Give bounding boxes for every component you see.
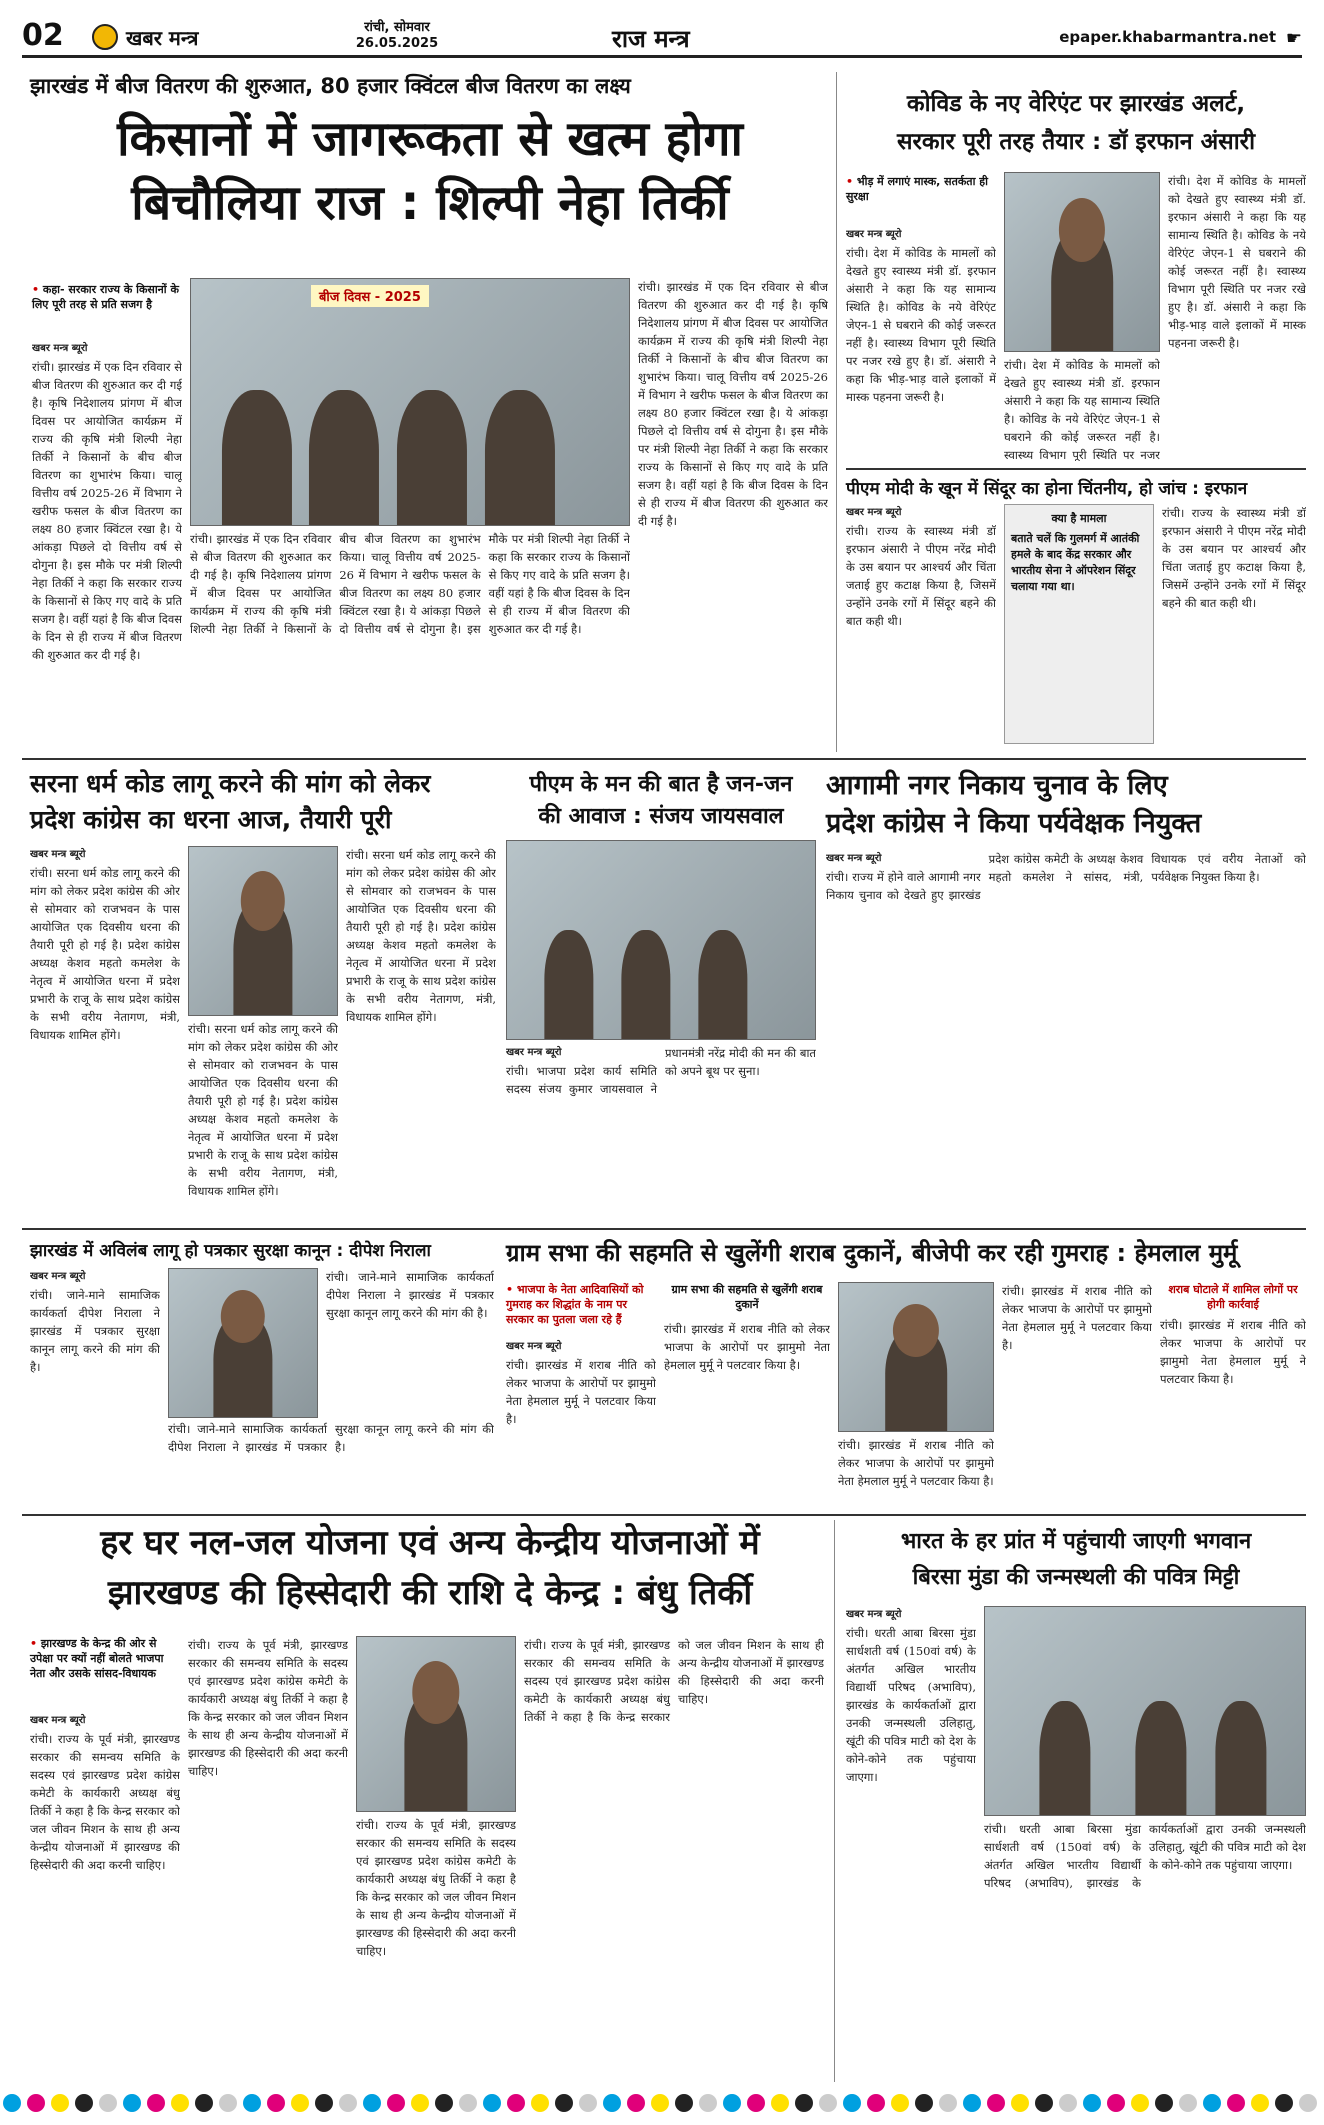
divider — [834, 1520, 835, 2082]
registration-dot — [891, 2094, 909, 2112]
byline: खबर मन्त्र ब्यूरो — [30, 849, 86, 860]
site-url[interactable]: epaper.khabarmantra.net — [1059, 28, 1276, 46]
story5-body — [506, 1044, 816, 1220]
date: 26.05.2025 — [355, 36, 439, 51]
story9-body-col4: रांची। राज्य के पूर्व मंत्री, झारखण्ड सरकार की समन्वय समिति के सदस्य एवं झारखण्ड प्रदेश कांग्रेस कमेटी के कार्यकारी अध्यक्ष बंधु तिर्की ने कहा है कि केन्द्र सरकार को जल जीवन मिशन के साथ ही अन्य केन्द्रीय योजनाओं में झारखण्ड की हिस्सेदारी की अदा करनी चाहिए। — [524, 1638, 824, 1724]
story4-body-col3: रांची। सरना धर्म कोड लागू करने की मांग को लेकर प्रदेश कांग्रेस की ओर से सोमवार को राजभवन के पास आयोजित एक दिवसीय धरना की तैयारी पूरी हो गई है। प्रदेश कांग्रेस अध्यक्ष केशव महतो कमलेश के नेतृत्व में आयोजित धरना में प्रदेश प्रभारी के राजू के साथ प्रदेश कांग्रेस के सभी वरीय नेतागण, मंत्री, विधायक शामिल होंगे। — [346, 848, 496, 1024]
registration-dot — [435, 2094, 453, 2112]
byline: खबर मन्त्र ब्यूरो — [30, 1715, 86, 1726]
story10-text: रांची। धरती आबा बिरसा मुंडा सार्धशती वर्ष (150वां वर्ष) के अंतर्गत अखिल भारतीय विद्यार्थी परिषद (अभाविप), झारखंड के कार्यकर्ताओं द्वारा उनकी जन्मस्थली उलिहातु, खूंटी की पवित्र माटी को देश के कोने-कोने तक पहुंचाया जाएगा। — [846, 1626, 976, 1784]
registration-dot — [579, 2094, 597, 2112]
story10-photo — [984, 1606, 1306, 1816]
registration-dot — [123, 2094, 141, 2112]
story7-text: रांची। जाने-माने सामाजिक कार्यकर्ता दीपेश निराला ने झारखंड में पत्रकार सुरक्षा कानून लागू करने की मांग की है। — [30, 1288, 160, 1374]
registration-dot — [483, 2094, 501, 2112]
registration-dot — [627, 2094, 645, 2112]
registration-dot — [531, 2094, 549, 2112]
registration-dot — [651, 2094, 669, 2112]
story1-body-cont: रांची। झारखंड में एक दिन रविवार से बीज वितरण की शुरुआत कर दी गई है। कृषि निदेशालय प्रांगण में बीज दिवस पर आयोजित कार्यक्रम में राज्य की कृषि मंत्री शिल्पी नेहा तिर्की ने किसानों के बीच बीज वितरण का शुभारंभ किया। चालू वित्तीय वर्ष 2025-26 में विभाग ने खरीफ फसल के बीज वितरण का लक्ष्य 80 हजार क्विंटल रखा है। ये आंकड़ा पिछले दो वित्तीय वर्ष से दोगुना है। इस मौके पर मंत्री शिल्पी नेहा तिर्की ने कहा कि सरकार राज्य के किसानों से किए गए वादे के प्रति सजग है। वहीं यहां है कि बीज दिवस के दिन से ही राज्य में बीज वितरण की शुरुआत कर दी गई है। — [190, 532, 630, 636]
registration-dot — [75, 2094, 93, 2112]
story5-headline-1: पीएम के मन की बात है जन-जन — [529, 772, 793, 797]
registration-dot — [723, 2094, 741, 2112]
story1-kicker: झारखंड में बीज वितरण की शुरुआत, 80 हजार क्विंटल बीज वितरण का लक्ष्य — [30, 74, 631, 98]
divider — [22, 1228, 1306, 1230]
story2-body-col2: रांची। देश में कोविड के मामलों को देखते हुए स्वास्थ्य मंत्री डॉ. इरफान अंसारी ने कहा कि यह सामान्य स्थिति है। कोविड के नये वेरिएंट जेएन-1 से घबराने की कोई जरूरत नहीं है। स्वास्थ्य विभाग पूरी स्थिति पर नजर — [1004, 358, 1160, 461]
story2-text: रांची। देश में कोविड के मामलों को देखते हुए स्वास्थ्य मंत्री डॉ. इरफान अंसारी ने कहा कि यह सामान्य स्थिति है। कोविड के नये वेरिएंट जेएन-1 से घबराने की कोई जरूरत नहीं है। स्वास्थ्य विभाग पूरी स्थिति पर नजर रखे हुए है। डॉ. अंसारी ने कहा कि भीड़-भाड़ वाले इलाकों में मास्क पहनना जरूरी है। — [846, 246, 996, 404]
registration-dot — [1251, 2094, 1269, 2112]
registration-dot — [603, 2094, 621, 2112]
story3-body — [846, 504, 996, 744]
registration-dot — [1275, 2094, 1293, 2112]
story1-callout: • कहा- सरकार राज्य के किसानों के लिए पूरी तरह से प्रति सजग है — [32, 282, 182, 312]
registration-dot — [1179, 2094, 1197, 2112]
story6-headline-2: प्रदेश कांग्रेस ने किया पर्यवेक्षक नियुक्त — [826, 808, 1202, 839]
story8-quote: ग्राम सभा की सहमति से खुलेंगी शराब दुकानें — [671, 1283, 823, 1311]
story8-side-title: शराब घोटाले में शामिल लोगों पर होगी कार्रवाई — [1168, 1283, 1298, 1311]
story5-headline-2: की आवाज : संजय जायसवाल — [538, 804, 784, 829]
brand-name: खबर मन्त्र — [126, 26, 199, 50]
story8-portrait — [838, 1282, 994, 1432]
registration-dot — [219, 2094, 237, 2112]
story10-headline-1: भारत के हर प्रांत में पहुंचायी जाएगी भगवान — [900, 1529, 1252, 1554]
registration-dot — [1131, 2094, 1149, 2112]
registration-dot — [843, 2094, 861, 2112]
print-registration-bar — [0, 2088, 1324, 2118]
registration-dot — [411, 2094, 429, 2112]
registration-dot — [915, 2094, 933, 2112]
story9-body-col3: रांची। राज्य के पूर्व मंत्री, झारखण्ड सरकार की समन्वय समिति के सदस्य एवं झारखण्ड प्रदेश कांग्रेस कमेटी के कार्यकारी अध्यक्ष बंधु तिर्की ने कहा है कि केन्द्र सरकार को जल जीवन मिशन के साथ ही अन्य केन्द्रीय योजनाओं में झारखण्ड की हिस्सेदारी की अदा करनी चाहिए। — [356, 1818, 516, 1958]
story1-body — [32, 340, 182, 725]
story6-headline-1: आगामी नगर निकाय चुनाव के लिए — [826, 770, 1168, 801]
registration-dot — [1035, 2094, 1053, 2112]
story5-text: रांची। भाजपा प्रदेश कार्य समिति सदस्य संजय कुमार जायसवाल ने प्रधानमंत्री नरेंद्र मोदी की मन की बात को अपने बूथ पर सुना। — [506, 1046, 816, 1096]
story8-body-col5: रांची। झारखंड में शराब नीति को लेकर भाजपा के आरोपों पर झामुमो नेता हेमलाल मुर्मू ने पलटवार किया है। — [1160, 1318, 1306, 1386]
story7-body-col3: रांची। जाने-माने सामाजिक कार्यकर्ता दीपेश निराला ने झारखंड में पत्रकार सुरक्षा कानून लागू करने की मांग की है। — [326, 1270, 494, 1320]
story4-headline-2: प्रदेश कांग्रेस का धरना आज, तैयारी पूरी — [30, 805, 392, 834]
story9-body-col2: रांची। राज्य के पूर्व मंत्री, झारखण्ड सरकार की समन्वय समिति के सदस्य एवं झारखण्ड प्रदेश कांग्रेस कमेटी के कार्यकारी अध्यक्ष बंधु तिर्की ने कहा है कि केन्द्र सरकार को जल जीवन मिशन के साथ ही अन्य केन्द्रीय योजनाओं में झारखण्ड की हिस्सेदारी की अदा करनी चाहिए। — [188, 1638, 348, 1778]
story3-box — [1004, 504, 1154, 744]
divider — [836, 72, 837, 752]
registration-dot — [747, 2094, 765, 2112]
story2-kicker-1: कोविड के नए वेरिएंट पर झारखंड अलर्ट, — [906, 91, 1246, 117]
story9-headline-1: हर घर नल-जल योजना एवं अन्य केन्द्रीय योजनाओं में — [100, 1523, 760, 1563]
registration-dot — [795, 2094, 813, 2112]
story8-text: रांची। झारखंड में शराब नीति को लेकर भाजपा के आरोपों पर झामुमो नेता हेमलाल मुर्मू ने पलटवार किया है। — [506, 1358, 656, 1426]
page-number: 02 — [22, 18, 64, 53]
story7-headline: झारखंड में अविलंब लागू हो पत्रकार सुरक्षा कानून : दीपेश निराला — [30, 1241, 431, 1261]
story4-body-col2: रांची। सरना धर्म कोड लागू करने की मांग को लेकर प्रदेश कांग्रेस की ओर से सोमवार को राजभवन के पास आयोजित एक दिवसीय धरना की तैयारी पूरी हो गई है। प्रदेश कांग्रेस अध्यक्ष केशव महतो कमलेश के नेतृत्व में आयोजित धरना में प्रदेश प्रभारी के राजू के साथ प्रदेश कांग्रेस के सभी वरीय नेतागण, मंत्री, विधायक शामिल होंगे। — [188, 1022, 338, 1198]
byline: खबर मन्त्र ब्यूरो — [30, 1271, 86, 1282]
registration-dot — [459, 2094, 477, 2112]
byline: खबर मन्त्र ब्यूरो — [846, 507, 902, 518]
dateline — [342, 20, 452, 52]
story7-body — [30, 1268, 160, 1506]
registration-dot — [315, 2094, 333, 2112]
story2-body — [846, 226, 996, 461]
registration-dot — [99, 2094, 117, 2112]
registration-dot — [699, 2094, 717, 2112]
divider — [846, 468, 1306, 470]
divider — [22, 1514, 1306, 1516]
story1-headline-1: किसानों में जागरूकता से खत्म होगा — [117, 111, 743, 167]
story9-text: रांची। राज्य के पूर्व मंत्री, झारखण्ड सरकार की समन्वय समिति के सदस्य एवं झारखण्ड प्रदेश कांग्रेस कमेटी के कार्यकारी अध्यक्ष बंधु तिर्की ने कहा है कि केन्द्र सरकार को जल जीवन मिशन के साथ ही अन्य केन्द्रीय योजनाओं में झारखण्ड की हिस्सेदारी की अदा करनी चाहिए। — [30, 1732, 180, 1872]
story6-body — [826, 850, 1306, 1220]
story4-headline-1: सरना धर्म कोड लागू करने की मांग को लेकर — [30, 769, 431, 798]
story8-body-col3: रांची। झारखंड में शराब नीति को लेकर भाजपा के आरोपों पर झामुमो नेता हेमलाल मुर्मू ने पलटवार किया है। — [838, 1438, 994, 1488]
box-text: बताते चलें कि गुलमर्ग में आतंकी हमले के बाद केंद्र सरकार और भारतीय सेना ने ऑपरेशन सिंदूर चलाया गया था। — [1011, 532, 1140, 593]
story1-body-col4: रांची। झारखंड में एक दिन रविवार से बीज वितरण की शुरुआत कर दी गई है। कृषि निदेशालय प्रांगण में बीज दिवस पर आयोजित कार्यक्रम में राज्य की कृषि मंत्री शिल्पी नेहा तिर्की ने किसानों के बीच बीज वितरण का शुभारंभ किया। चालू वित्तीय वर्ष 2025-26 में विभाग ने खरीफ फसल के बीज वितरण का लक्ष्य 80 हजार क्विंटल रखा है। ये आंकड़ा पिछले दो वित्तीय वर्ष से दोगुना है। इस मौके पर मंत्री शिल्पी नेहा तिर्की ने कहा कि सरकार राज्य के किसानों से किए गए वादे के प्रति सजग है। वहीं यहां है कि बीज दिवस के दिन से ही राज्य में बीज वितरण की शुरुआत कर दी गई है। — [638, 280, 828, 528]
byline: खबर मन्त्र ब्यूरो — [846, 229, 902, 240]
story9-portrait — [356, 1636, 516, 1812]
registration-dot — [507, 2094, 525, 2112]
story10-headline-2: बिरसा मुंडा की जन्मस्थली की पवित्र मिट्टी — [912, 1565, 1240, 1590]
registration-dot — [147, 2094, 165, 2112]
story1-photo — [190, 278, 630, 526]
registration-dot — [27, 2094, 45, 2112]
registration-dot — [3, 2094, 21, 2112]
story10-body — [846, 1606, 976, 2082]
story10-body-cont: रांची। धरती आबा बिरसा मुंडा सार्धशती वर्ष (150वां वर्ष) के अंतर्गत अखिल भारतीय विद्यार्थी परिषद (अभाविप), झारखंड के कार्यकर्ताओं द्वारा उनकी जन्मस्थली उलिहातु, खूंटी की पवित्र माटी को देश के कोने-कोने तक पहुंचाया जाएगा। — [984, 1822, 1306, 1890]
byline: खबर मन्त्र ब्यूरो — [506, 1341, 562, 1352]
registration-dot — [291, 2094, 309, 2112]
registration-dot — [339, 2094, 357, 2112]
registration-dot — [195, 2094, 213, 2112]
byline: खबर मन्त्र ब्यूरो — [846, 1609, 902, 1620]
logo-icon — [92, 24, 118, 50]
registration-dot — [963, 2094, 981, 2112]
story8-headline: ग्राम सभा की सहमति से खुलेंगी शराब दुकानें, बीजेपी कर रही गुमराह : हेमलाल मुर्मू — [506, 1239, 1238, 1267]
story3-headline: पीएम मोदी के खून में सिंदूर का होना चिंतनीय, हो जांच : इरफान — [846, 479, 1248, 499]
story2-portrait — [1004, 172, 1160, 352]
registration-dot — [363, 2094, 381, 2112]
story4-portrait — [188, 846, 338, 1016]
photo-banner: बीज दिवस - 2025 — [311, 285, 429, 307]
registration-dot — [675, 2094, 693, 2112]
registration-dot — [1059, 2094, 1077, 2112]
story8-body — [506, 1338, 656, 1506]
registration-dot — [1203, 2094, 1221, 2112]
section-title: राज मन्त्र — [612, 25, 690, 53]
registration-dot — [867, 2094, 885, 2112]
story1-text: रांची। झारखंड में एक दिन रविवार से बीज वितरण की शुरुआत कर दी गई है। कृषि निदेशालय प्रांगण में बीज दिवस पर आयोजित कार्यक्रम में राज्य की कृषि मंत्री शिल्पी नेहा तिर्की ने किसानों के बीच बीज वितरण का शुभारंभ किया। चालू वित्तीय वर्ष 2025-26 में विभाग ने खरीफ फसल के बीज वितरण का लक्ष्य 80 हजार क्विंटल रखा है। ये आंकड़ा पिछले दो वित्तीय वर्ष से दोगुना है। इस मौके पर मंत्री शिल्पी नेहा तिर्की ने कहा कि सरकार राज्य के किसानों से किए गए वादे के प्रति सजग है। वहीं यहां है कि बीज दिवस के दिन से ही राज्य में बीज वितरण की शुरुआत कर दी गई है। — [32, 360, 182, 662]
registration-dot — [51, 2094, 69, 2112]
masthead — [22, 18, 1302, 58]
story8-body-col4: रांची। झारखंड में शराब नीति को लेकर भाजपा के आरोपों पर झामुमो नेता हेमलाल मुर्मू ने पलटवार किया है। — [1002, 1284, 1152, 1352]
story2-kicker-2: सरकार पूरी तरह तैयार : डॉ इरफान अंसारी — [896, 129, 1256, 155]
cursor-icon: ☛ — [1285, 28, 1302, 49]
story5-photo — [506, 840, 816, 1040]
story7-portrait — [168, 1268, 318, 1418]
story9-headline-2: झारखण्ड की हिस्सेदारी की राशि दे केन्द्र : बंधु तिर्की — [107, 1573, 753, 1613]
registration-dot — [771, 2094, 789, 2112]
registration-dot — [1107, 2094, 1125, 2112]
story7-body-cont: रांची। जाने-माने सामाजिक कार्यकर्ता दीपेश निराला ने झारखंड में पत्रकार सुरक्षा कानून लागू करने की मांग की है। — [168, 1422, 494, 1454]
box-title: क्या है मामला — [1051, 512, 1107, 525]
story8-body-col2: रांची। झारखंड में शराब नीति को लेकर भाजपा के आरोपों पर झामुमो नेता हेमलाल मुर्मू ने पलटवार किया है। — [664, 1322, 830, 1372]
registration-dot — [171, 2094, 189, 2112]
story3-body-col3: रांची। राज्य के स्वास्थ्य मंत्री डॉ इरफान अंसारी ने पीएम नरेंद्र मोदी के उस बयान पर आश्चर्य और चिंता जताई हुए कटाक्ष किया है, जिसमें उन्होंने उनके रगों में सिंदूर बहने की बात कही थी। — [1162, 506, 1306, 610]
registration-dot — [1011, 2094, 1029, 2112]
byline: खबर मन्त्र ब्यूरो — [826, 853, 882, 864]
registration-dot — [387, 2094, 405, 2112]
story8-callout: • भाजपा के नेता आदिवासियों को गुमराह कर शिद्धांत के नाम पर सरकार का पुतला जला रहे हैं — [506, 1282, 656, 1327]
registration-dot — [1083, 2094, 1101, 2112]
city-day: रांची, सोमवार — [364, 20, 430, 35]
story9-callout: • झारखण्ड के केन्द्र की ओर से उपेक्षा पर क्यों नहीं बोलते भाजपा नेता और उसके सांसद-विधायक — [30, 1636, 180, 1681]
registration-dot — [987, 2094, 1005, 2112]
byline: खबर मन्त्र ब्यूरो — [32, 343, 88, 354]
registration-dot — [1227, 2094, 1245, 2112]
registration-dot — [819, 2094, 837, 2112]
registration-dot — [1155, 2094, 1173, 2112]
story4-body — [30, 846, 180, 1221]
registration-dot — [1299, 2094, 1317, 2112]
story1-headline-2: बिचौलिया राज : शिल्पी नेहा तिर्की — [131, 175, 729, 231]
registration-dot — [243, 2094, 261, 2112]
story4-text: रांची। सरना धर्म कोड लागू करने की मांग को लेकर प्रदेश कांग्रेस की ओर से सोमवार को राजभवन के पास आयोजित एक दिवसीय धरना की तैयारी पूरी हो गई है। प्रदेश कांग्रेस अध्यक्ष केशव महतो कमलेश के नेतृत्व में आयोजित धरना में प्रदेश प्रभारी के राजू के साथ प्रदेश कांग्रेस के सभी वरीय नेतागण, मंत्री, विधायक शामिल होंगे। — [30, 866, 180, 1042]
registration-dot — [555, 2094, 573, 2112]
story3-text: रांची। राज्य के स्वास्थ्य मंत्री डॉ इरफान अंसारी ने पीएम नरेंद्र मोदी के उस बयान पर आश्चर्य और चिंता जताई हुए कटाक्ष किया है, जिसमें उन्होंने उनके रगों में सिंदूर बहने की बात कही थी। — [846, 524, 996, 628]
story6-text: रांची। राज्य में होने वाले आगामी नगर निकाय चुनाव को देखते हुए झारखंड प्रदेश कांग्रेस कमेटी के अध्यक्ष केशव महतो कमलेश ने सांसद, मंत्री, विधायक एवं वरीय नेताओं को पर्यवेक्षक नियुक्त किया है। — [826, 852, 1306, 902]
registration-dot — [939, 2094, 957, 2112]
story9-body — [30, 1712, 180, 2082]
registration-dot — [267, 2094, 285, 2112]
story2-callout: • भीड़ में लगाएं मास्क, सतर्कता ही सुरक्षा — [846, 174, 996, 204]
divider — [22, 758, 1306, 760]
story2-body-col3: रांची। देश में कोविड के मामलों को देखते हुए स्वास्थ्य मंत्री डॉ. इरफान अंसारी ने कहा कि यह सामान्य स्थिति है। कोविड के नये वेरिएंट जेएन-1 से घबराने की कोई जरूरत नहीं है। स्वास्थ्य विभाग पूरी स्थिति पर नजर रखे हुए है। डॉ. अंसारी ने कहा कि भीड़-भाड़ वाले इलाकों में मास्क पहनना जरूरी है। — [1168, 174, 1306, 350]
byline: खबर मन्त्र ब्यूरो — [506, 1047, 562, 1058]
